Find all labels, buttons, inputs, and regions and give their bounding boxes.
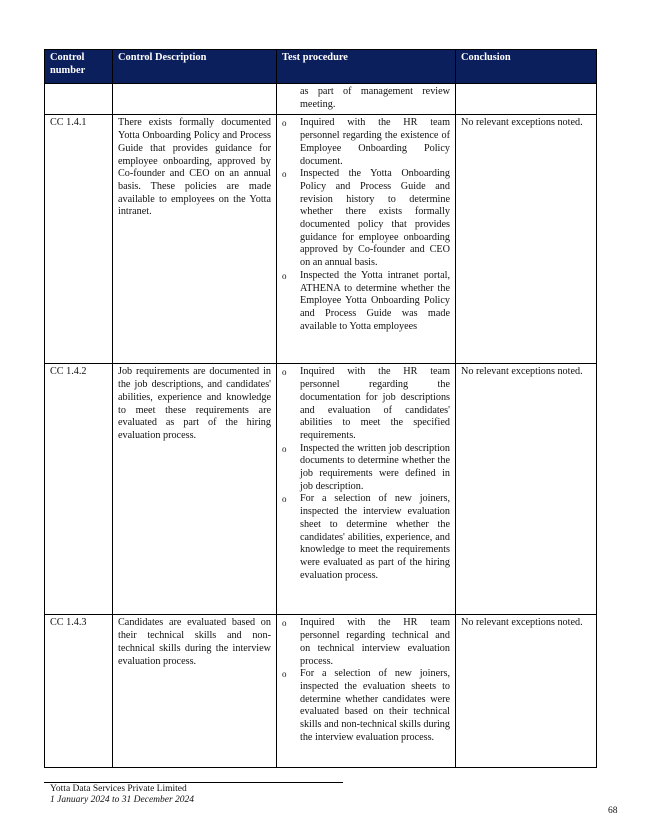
cell-control-number: CC 1.4.1 (45, 115, 113, 364)
cell-test-procedure (277, 115, 456, 364)
test-procedure-item: o For a selection of new joiners, inspected the interview evaluation sheet to determine whether the candidates' abilities, experience, and knowledge to meet the requirements were evaluated as part of the hiring evaluation process. (282, 493, 450, 581)
table-header-row (45, 50, 597, 84)
header-conclusion: Conclusion (456, 50, 597, 84)
header-control-description: Control Description (113, 50, 277, 84)
header-control-number: Control number (45, 50, 113, 84)
test-procedure-item: o Inquired with the HR team personnel regarding the documentation for job descriptions and evaluation of candidates' abilities to meet the specified requirements. (282, 366, 450, 441)
controls-table (44, 49, 597, 768)
bullet-circle-icon: o (282, 618, 287, 629)
cell-control-description: Job requirements are documented in the job descriptions, and candidates' abilities, experience and knowledge to meet these requirements are evaluated as part of the hiring evaluation process. (113, 364, 277, 615)
test-procedure-item: o Inspected the Yotta Onboarding Policy and Process Guide and revision history to determine whether there exists formally documented policy that provides guidance for employee onboarding approved by Co-founder and CEO on an annual basis. (282, 168, 450, 269)
table-row (45, 615, 597, 768)
cell-conclusion: No relevant exceptions noted. (456, 615, 597, 768)
test-procedure-item: o Inquired with the HR team personnel regarding technical and on technical interview evaluation process. (282, 617, 450, 667)
footer-company-name: Yotta Data Services Private Limited (50, 784, 187, 794)
bullet-circle-icon: o (282, 169, 287, 180)
footer-reporting-period: 1 January 2024 to 31 December 2024 (50, 795, 195, 805)
page-number: 68 (608, 806, 618, 816)
bullet-circle-icon: o (282, 494, 287, 505)
cell-control-number: CC 1.4.2 (45, 364, 113, 615)
test-procedure-item: o Inspected the written job description documents to determine whether the job requirements were defined in job description. (282, 442, 450, 492)
cell-conclusion (456, 84, 597, 115)
test-procedure-list (282, 366, 450, 582)
test-procedure-list (282, 617, 450, 744)
table-row (45, 364, 597, 615)
header-test-procedure: Test procedure (277, 50, 456, 84)
bullet-circle-icon: o (282, 367, 287, 378)
footer-divider (44, 782, 343, 783)
cell-test-procedure (277, 84, 456, 115)
cell-test-procedure (277, 615, 456, 768)
bullet-circle-icon: o (282, 118, 287, 129)
cell-conclusion: No relevant exceptions noted. (456, 115, 597, 364)
cell-control-number: CC 1.4.3 (45, 615, 113, 768)
test-procedure-item: o For a selection of new joiners, inspected the evaluation sheets to determine whether candidates were evaluated based on their technical skills and non-technical skills during the interview evaluation process. (282, 668, 450, 743)
bullet-circle-icon: o (282, 270, 287, 281)
bullet-circle-icon: o (282, 443, 287, 454)
test-procedure-item: o Inspected the Yotta intranet portal, ATHENA to determine whether the Employee Yotta Onboarding Policy and Process Guide was made available to Yotta employees (282, 269, 450, 332)
table-row-continuation (45, 84, 597, 115)
cell-control-description (113, 84, 277, 115)
test-procedure-continuation-text: as part of management review meeting. (300, 86, 450, 110)
table-row (45, 115, 597, 364)
cell-conclusion: No relevant exceptions noted. (456, 364, 597, 615)
cell-control-description: There exists formally documented Yotta Onboarding Policy and Process Guide that provides guidance for employee onboarding, approved by Co-founder and CEO on an annual basis. These policies are made available to employees on the Yotta intranet. (113, 115, 277, 364)
cell-test-procedure (277, 364, 456, 615)
test-procedure-list (282, 117, 450, 333)
cell-control-number (45, 84, 113, 115)
test-procedure-item: o Inquired with the HR team personnel regarding the existence of Employee Onboarding Policy document. (282, 117, 450, 167)
bullet-circle-icon: o (282, 669, 287, 680)
cell-control-description: Candidates are evaluated based on their technical skills and non-technical skills during the interview evaluation process. (113, 615, 277, 768)
